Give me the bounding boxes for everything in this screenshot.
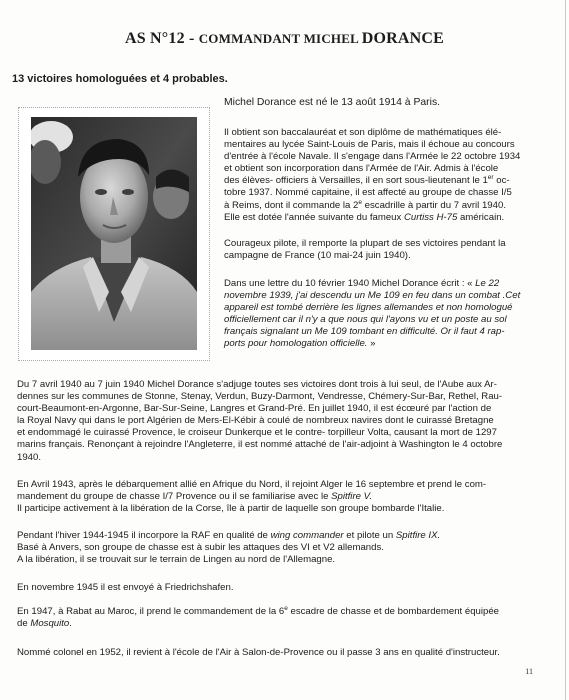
text-line: d'entrée à l'école Navale. Il s'engage dans l'Armée le 22 octobre 1934 [224, 151, 521, 163]
text-line [224, 175, 520, 187]
africa-paragraph [17, 479, 486, 515]
text-line: dennes sur les communes de Stonne, Stenay, Verdun, Buzy-Darmont, Vendresse, Chémery-Sur-Bar, Rethel, Rau- [17, 391, 503, 403]
quote-line: novembre 1939, j'ai descendu un Me 109 en feu dans un combat .Cet [224, 290, 521, 302]
letter-paragraph [224, 278, 520, 351]
text-segment: escadrille à partir du 7 avril 1940. [362, 199, 506, 211]
text-line [17, 606, 499, 618]
text-line [224, 200, 520, 212]
text-line: tobre 1937. Nommé capitaine, il est affecté au groupe de chasse I/5 [224, 187, 512, 199]
text-line [224, 212, 520, 224]
text-segment: américain. [457, 211, 505, 223]
text-line: campagne de France (10 mai-24 juin 1940). [224, 250, 411, 262]
text-line: mentaires au lycée Saint-Louis de Paris, mais il échoue au concours [224, 139, 515, 151]
raf-paragraph [17, 530, 440, 566]
text-line: court-Beaumont-en-Argonne, Bar-Sur-Seine, Langres et Grand-Pré. En juillet 1940, il est écœuré par l'action de [17, 403, 492, 415]
text-line: la Royal Navy qui dans le port Algérien de Mers-El-Kébir à coulé de nombreux navires dont le cuirassé Bretagne [17, 415, 494, 427]
colonel-paragraph [17, 647, 500, 659]
role-name: wing commander [270, 530, 344, 541]
aircraft-name: Spitfire IX. [395, 530, 441, 541]
text-line: Courageux pilote, il remporte la plupart de ses victoires pendant la [224, 238, 506, 249]
quote-segment: Le 22 [475, 278, 500, 289]
text-segment: En 1947, à Rabat au Maroc, il prend le commandement de la 6 [17, 606, 285, 617]
superscript: e [358, 198, 362, 206]
text-line: 1940. [17, 451, 42, 463]
text-line: et obtient son incorporation dans l'Armée de l'Air. Admis à l'école [224, 163, 499, 175]
victories-subtitle: 13 victoires homologuées et 4 probables. [12, 73, 228, 85]
portrait-frame [18, 107, 210, 361]
text-segment: escadre de chasse et de bombardement équipée [287, 606, 500, 617]
aircraft-name: Curtiss H-75 [403, 211, 458, 223]
text-segment: Elle est dotée l'année suivante du fameux [224, 211, 404, 223]
page-title [0, 30, 569, 48]
text-line: Il obtient son baccalauréat et son diplôme de mathématiques élé- [224, 127, 502, 138]
rabat-paragraph [17, 606, 499, 630]
text-line [17, 618, 499, 630]
text-line: Du 7 avril 1940 au 7 juin 1940 Michel Dorance s'adjuge toutes ses victoires dont trois à lui seul, de l'Aube aux Ar- [17, 379, 497, 390]
victories-paragraph [17, 379, 502, 464]
quote-segment: ports pour homologation officielle. [224, 338, 368, 350]
text-line: Il participe activement à la libération de la Corse, île à partir de laquelle son groupe bombarde l'Italie. [17, 503, 445, 515]
text-line: Nommé colonel en 1952, il revient à l'école de l'Air à Salon-de-Provence ou il passe 3 ans en qualité d'instructeur. [17, 647, 500, 658]
quote-line: français signalant un Me 109 tombant en difficulté. Or il faut 4 rap- [224, 326, 505, 338]
quote-line: officiellement car il n'y a que nous qui l'ayons vu et un poste au sol [224, 314, 507, 326]
title-surname: DORANCE [361, 30, 444, 47]
text-line: Michel Dorance est né le 13 août 1914 à Paris. [224, 97, 441, 108]
studies-paragraph [224, 127, 520, 224]
text-segment: mandement du groupe de chasse I/7 Provence ou il se familiarise avec le [17, 491, 332, 503]
aircraft-name: Mosquito [30, 618, 70, 630]
text-line [224, 278, 520, 290]
text-segment: oc- [493, 175, 510, 187]
text-line: Basé à Anvers, son groupe de chasse est à subir les attaques des VI et V2 allemands. [17, 542, 384, 554]
text-line: En Avril 1943, après le débarquement allié en Afrique du Nord, il rejoint Alger le 16 septembre et prend le com- [17, 479, 487, 490]
text-line [224, 338, 520, 350]
text-segment: Dans une lettre du 10 février 1940 Michel Dorance écrit : « [224, 278, 476, 289]
text-segment: » [367, 338, 376, 350]
text-line: A la libération, il se trouvait sur le terrain de Lingen au nord de l'Allemagne. [17, 554, 336, 566]
birth-paragraph [224, 97, 440, 109]
superscript: e [284, 604, 288, 612]
friedrichshafen-paragraph [17, 582, 234, 594]
text-line [17, 530, 440, 542]
text-line: et endommagé le cuirassé Provence, le croiseur Dunkerque et le contre- torpilleur Volta, causant la mort de 1297 [17, 427, 497, 439]
text-line: marins français. Renonçant à rejoindre l'Angleterre, il est nommé attaché de l'air-adjoint à Washington le 4 octobre [17, 439, 503, 451]
text-segment: et pilote un [343, 530, 396, 541]
title-rank-name: COMMANDANT MICHEL [198, 31, 362, 46]
text-segment: . [69, 618, 72, 630]
title-prefix: AS N°12 - [124, 30, 199, 47]
text-line: En novembre 1945 il est envoyé à Friedrichshafen. [17, 582, 234, 593]
superscript: er [487, 174, 494, 182]
quote-line: appareil est tombé derrière les lignes allemandes et non homologué [224, 302, 513, 314]
text-segment: de [17, 618, 31, 630]
aircraft-name: Spitfire V. [331, 491, 372, 503]
text-segment: des élèves- officiers à Versailles, il en sort sous-lieutenant le 1 [224, 175, 488, 187]
text-line [17, 491, 486, 503]
page-edge-divider [565, 0, 566, 700]
page-number: 11 [525, 667, 533, 676]
text-segment: à Reims, dont il commande la 2 [224, 199, 359, 211]
campaign-paragraph [224, 238, 506, 262]
portrait-photo [31, 117, 197, 350]
text-segment: Pendant l'hiver 1944-1945 il incorpore la RAF en qualité de [17, 530, 271, 541]
